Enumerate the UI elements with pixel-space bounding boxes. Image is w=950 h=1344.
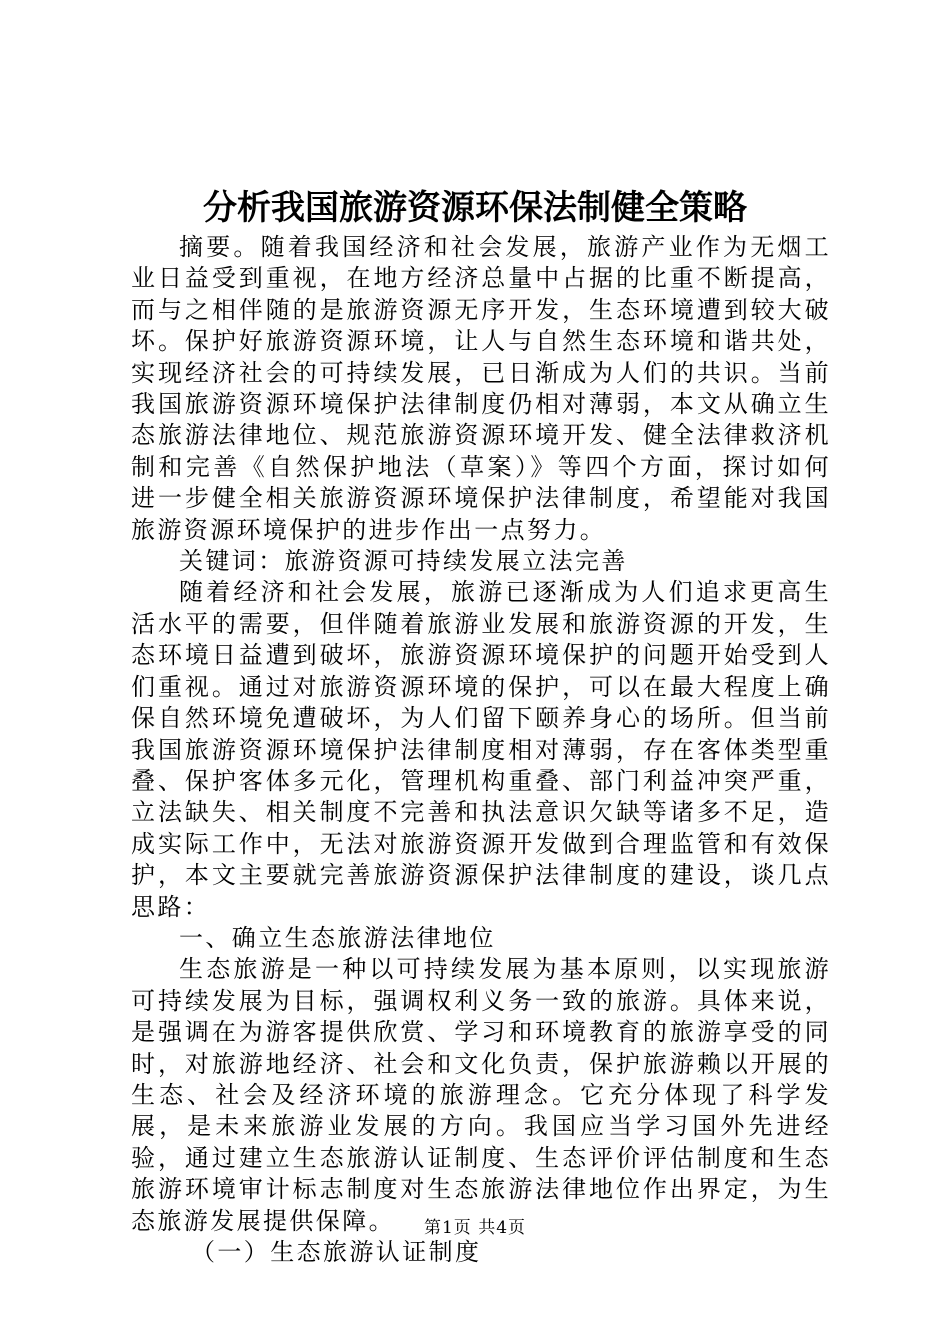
page-footer: 第1页 共4页 <box>423 1218 527 1238</box>
section-heading: 一、确立生态旅游法律地位 <box>179 923 496 952</box>
body-paragraph: 生态旅游是一种以可持续发展为基本原则，以实现旅游可持续发展为目标，强调权利义务一致的旅游。具体来说，是强调在为游客提供欣赏、学习和环境教育的旅游享受的同时，对旅游地经济、社会和文化负责，保护旅游赖以开展的生态、社会及经济环境的旅游理念。它充分体现了科学发展，是未来旅游业发展的方向。我国应当学习国外先进经验，通过建立生态旅游认证制度、生态评价评估制度和生态旅游环境审计标志制度对生态旅游法律地位作出界定，为生态旅游发展提供保障。 <box>131 955 831 1235</box>
body-paragraph: 随着经济和社会发展，旅游已逐渐成为人们追求更高生活水平的需要，但伴随着旅游业发展和旅游资源的开发，生态环境日益遭到破坏，旅游资源环境保护的问题开始受到人们重视。通过对旅游资源环境的保护，可以在最大程度上确保自然环境免遭破坏，为人们留下颐养身心的场所。但当前我国旅游资源环境保护法律制度相对薄弱，存在客体类型重叠、保护客体多元化，管理机构重叠、部门利益冲突严重，立法缺失、相关制度不完善和执法意识欠缺等诸多不足，造成实际工作中，无法对旅游资源开发做到合理监管和有效保护，本文主要就完善旅游资源保护法律制度的建设，谈几点思路： <box>131 578 831 921</box>
abstract-paragraph: 摘要。随着我国经济和社会发展，旅游产业作为无烟工业日益受到重视，在地方经济总量中占据的比重不断提高，而与之相伴随的是旅游资源无序开发，生态环境遭到较大破坏。保护好旅游资源环境，让人与自然生态环境和谐共处，实现经济社会的可持续发展，已日渐成为人们的共识。当前我国旅游资源环境保护法律制度仍相对薄弱，本文从确立生态旅游法律地位、规范旅游资源环境开发、健全法律救济机制和完善《自然保护地法（草案）》等四个方面，探讨如何进一步健全相关旅游资源环境保护法律制度，希望能对我国旅游资源环境保护的进步作出一点努力。 <box>131 233 831 544</box>
document-body <box>131 232 831 1268</box>
document-title: 分析我国旅游资源环保法制健全策略 <box>203 188 747 228</box>
keywords-line: 关键词：旅游资源可持续发展立法完善 <box>179 547 628 576</box>
subsection-heading: （一）生态旅游认证制度 <box>191 1238 482 1266</box>
